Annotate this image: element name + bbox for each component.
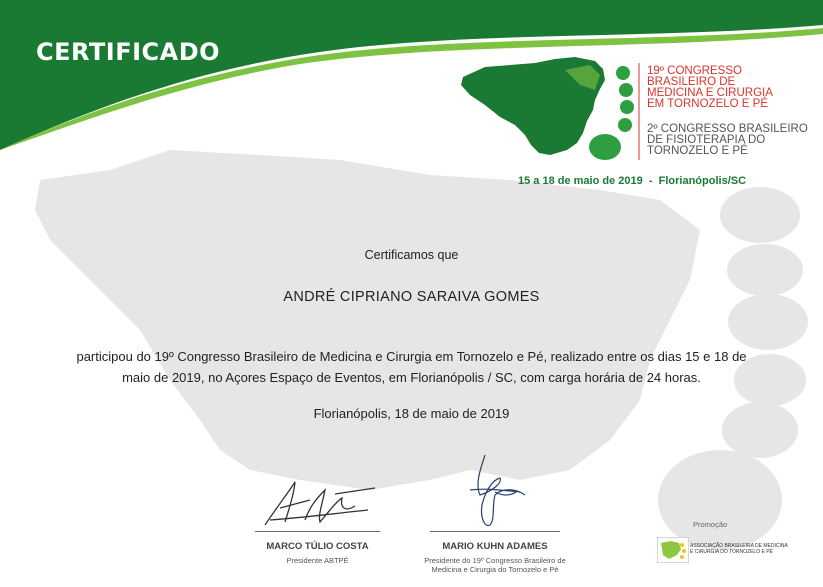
watermark-footprint — [658, 450, 782, 550]
logo-footprint — [618, 118, 632, 132]
signature-1-role-line: Presidente ABTPÉ — [286, 556, 349, 565]
certify-intro: Certificamos que — [364, 248, 459, 262]
recipient-name: ANDRÉ CIPRIANO SARAIVA GOMES — [283, 289, 540, 305]
watermark-footprint — [720, 187, 800, 243]
logo-footprint — [589, 134, 621, 160]
association-name-line: ASSOCIAÇÃO BRASILEIRA DE MEDICINA — [690, 543, 788, 549]
certificate-body-line: maio de 2019, no Açores Espaço de Eventos, em Florianópolis / SC, com carga horária de 24 horas. — [122, 370, 701, 385]
event-subtitle-line: TORNOZELO E PÉ — [647, 145, 748, 157]
signature-1-role — [235, 556, 400, 565]
event-subtitle — [647, 124, 817, 157]
event-title-line: BRASILEIRO DE — [647, 76, 736, 88]
logo-footprint — [616, 66, 630, 80]
association-logo — [657, 537, 689, 563]
certificate-body — [30, 346, 793, 388]
association-name — [690, 543, 810, 555]
event-subtitle-line: 2º CONGRESSO BRASILEIRO — [647, 123, 808, 135]
signature-2-role-line: Presidente do 19º Congresso Brasileiro de — [424, 556, 566, 565]
watermark-map-shape — [35, 150, 700, 490]
event-title — [647, 66, 817, 110]
event-title-line: EM TORNOZELO E PÉ — [647, 98, 768, 110]
signature-2-name: MARIO KUHN ADAMES — [442, 541, 548, 552]
certificate-body-line: participou do 19º Congresso Brasileiro de Medicina e Cirurgia em Tornozelo e Pé, realizado entre os dias 15 e 18 de — [76, 349, 747, 364]
signature-1-line — [255, 531, 380, 532]
event-title-line: 19º CONGRESSO — [647, 65, 742, 77]
association-name-line: E CIRURGIA DO TORNOZELO E PÉ — [690, 549, 773, 555]
signature-1-handwritten — [250, 470, 380, 530]
signature-1-name: MARCO TÚLIO COSTA — [266, 541, 369, 552]
logo-footprint — [620, 100, 634, 114]
event-logo — [455, 55, 640, 165]
promotion-label: Promoção — [693, 520, 728, 529]
signature-2-role-line: Medicina e Cirurgia do Tornozelo e Pé — [431, 565, 559, 574]
place-date: Florianópolis, 18 de maio de 2019 — [313, 406, 510, 421]
signature-2-line — [430, 531, 560, 532]
signature-2-handwritten — [440, 450, 560, 535]
event-subtitle-line: DE FISIOTERAPIA DO — [647, 134, 766, 146]
logo-footprint — [619, 83, 633, 97]
event-title-line: MEDICINA E CIRURGIA — [647, 87, 773, 99]
certificate-title: CERTIFICADO — [36, 38, 221, 66]
event-date-location: 15 a 18 de maio de 2019 - Florianópolis/SC — [518, 175, 747, 187]
signature-2-role — [405, 556, 585, 574]
